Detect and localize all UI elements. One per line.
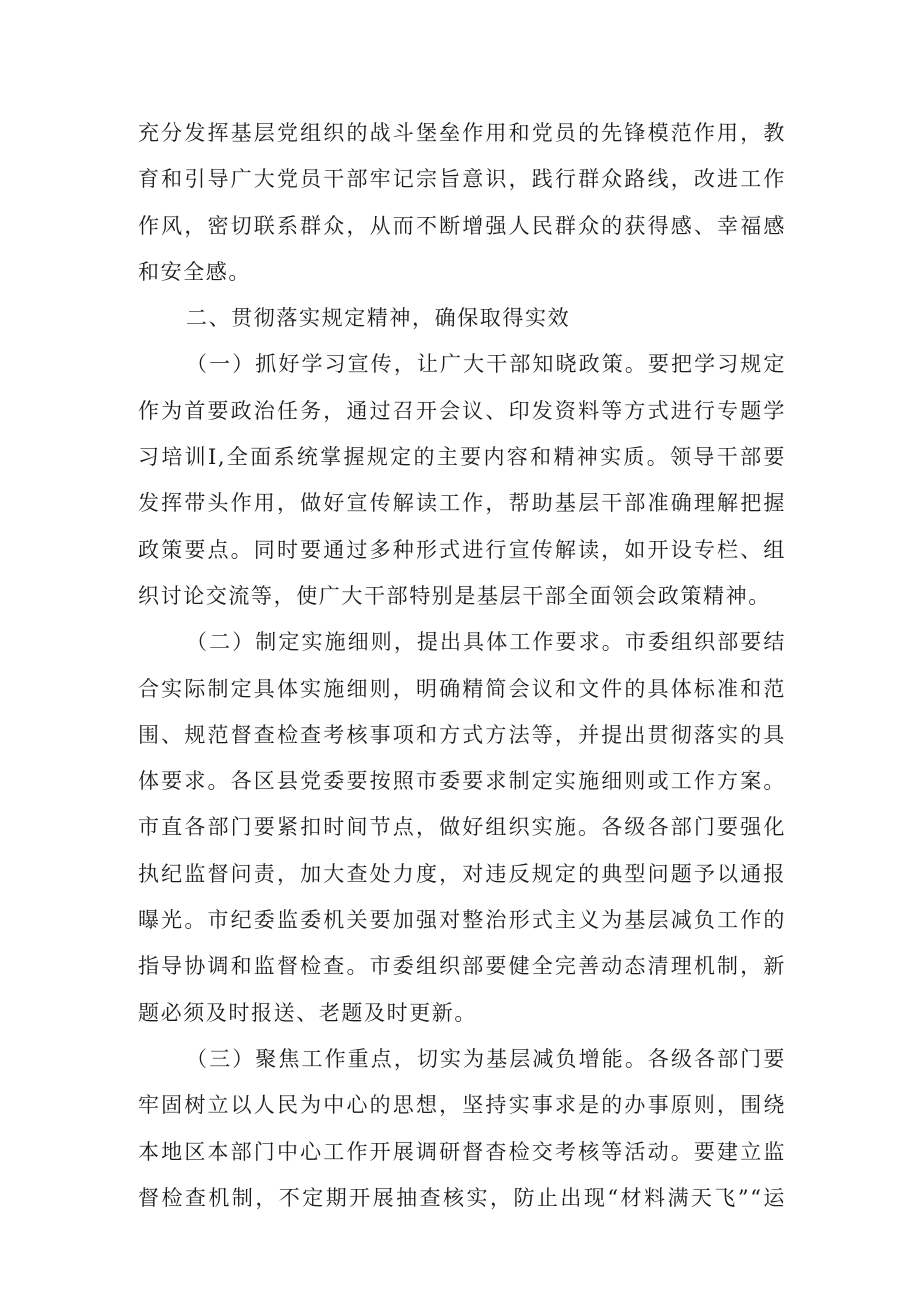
paragraph-4-line-2: 牢固树立以人民为中心的思想，坚持实事求是的办事原则，围绕 xyxy=(138,1093,786,1118)
paragraph-3-line-4: 体要求。各区县党委要按照市委要求制定实施细则或工作方案。 xyxy=(138,769,786,794)
paragraph-2-line-2: 作为首要政治任务，通过召开会议、印发资料等方式进行专题学 xyxy=(138,398,786,423)
paragraph-2-line-4: 发挥带头作用，做好宣传解读工作，帮助基层干部准确理解把握 xyxy=(138,491,786,516)
paragraph-1-line-4: 和安全感。 xyxy=(138,259,251,284)
paragraph-1-line-2: 育和引导广大党员干部牢记宗旨意识，践行群众路线，改进工作 xyxy=(138,167,786,192)
paragraph-1-line-3: 作风，密切联系群众，从而不断增强人民群众的获得感、幸福感 xyxy=(138,213,786,238)
section-heading-2: 二、贯彻落实规定精神，确保取得实效 xyxy=(186,306,571,331)
paragraph-3-line-1: （二）制定实施细则，提出具体工作要求。市委组织部要结 xyxy=(186,630,786,655)
paragraph-3-line-8: 指导协调和监督检查。市委组织部要健全完善动态清理机制，新 xyxy=(138,954,786,979)
paragraph-3-line-2: 合实际制定具体实施细则，明确精简会议和文件的具体标准和范 xyxy=(138,676,786,701)
paragraph-4-line-4: 督检查机制，不定期开展抽查核实，防止出现“材料满天飞”“运 xyxy=(138,1185,786,1210)
paragraph-3-line-5: 市直各部门要紧扣时间节点，做好组织实施。各级各部门要强化 xyxy=(138,815,786,840)
paragraph-2-line-5: 政策要点。同时要通过多种形式进行宣传解读，如开设专栏、组 xyxy=(138,537,786,562)
paragraph-1-line-1: 充分发挥基层党组织的战斗堡垒作用和党员的先锋模范作用，教 xyxy=(138,121,786,145)
paragraph-2-line-6: 织讨论交流等，使广大干部特别是基层干部全面领会政策精神。 xyxy=(138,583,771,608)
paragraph-4-line-1: （三）聚焦工作重点，切实为基层减负增能。各级各部门要 xyxy=(186,1046,786,1071)
paragraph-3-line-7: 曝光。市纪委监委机关要加强对整治形式主义为基层减负工作的 xyxy=(138,908,786,933)
paragraph-3-line-3: 围、规范督查检查考核事项和方式方法等，并提出贯彻落实的具 xyxy=(138,722,786,747)
paragraph-4-line-3: 本地区本部门中心工作开展调研督杳检交考核等活动。要建立监 xyxy=(138,1139,786,1164)
paragraph-2-line-3: 习培训I,全面系统掌握规定的主要内容和精神实质。领导干部要 xyxy=(138,445,786,470)
paragraph-3-line-9: 题必须及时报送、老题及时更新。 xyxy=(138,1000,477,1025)
paragraph-2-line-1: （一）抓好学习宣传，让广大干部知晓政策。要把学习规定 xyxy=(186,352,786,377)
document-body xyxy=(138,110,786,1221)
paragraph-3-line-6: 执纪监督问责，加大查处力度，对违反规定的典型问题予以通报 xyxy=(138,861,786,886)
